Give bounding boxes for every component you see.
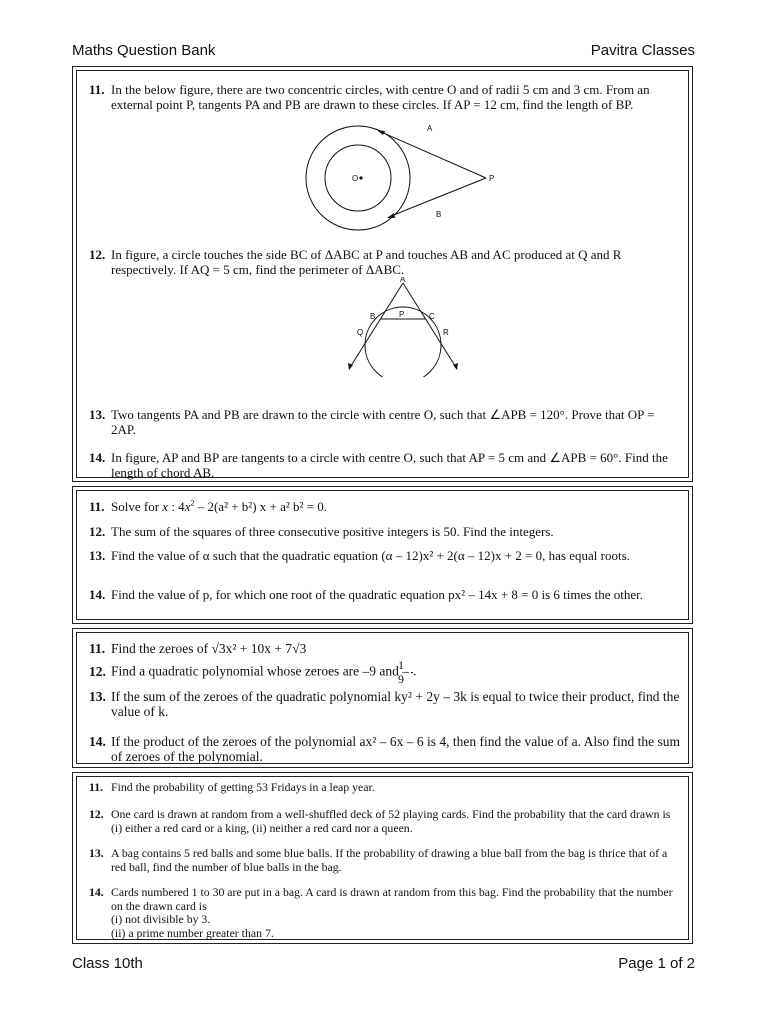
label-b: B	[436, 210, 442, 219]
question-12-polynomial: 12. Find a quadratic polynomial whose zeroes are –9 and – $\frac{1}{9}$ .	[89, 658, 417, 686]
fraction-one-ninth: $\frac{1}{9}$	[411, 659, 413, 686]
question-11-fridays: 11. Find the probability of getting 53 Fridays in a leap year.	[89, 780, 375, 794]
tangent-pa	[379, 131, 486, 178]
question-13-alpha: 13. Find the value of α such that the quadratic equation (α – 12)x² + 2(α – 12)x + 2 = 0, has equal roots.	[89, 548, 630, 563]
arrow-a	[377, 130, 385, 135]
figure-excircle	[343, 277, 473, 377]
label-b: B	[370, 312, 376, 321]
header-institute: Pavitra Classes	[590, 42, 695, 59]
centre-dot	[359, 176, 362, 179]
question-11-zeroes: 11. Find the zeroes of √3x² + 10x + 7√3	[89, 641, 307, 656]
question-14-chord: 14. In figure, AP and BP are tangents to a circle with centre O, such that AP = 5 cm and ∠APB = 60°. Find the length of chord AB.	[89, 450, 668, 480]
label-o: O	[352, 174, 359, 183]
footer-class: Class 10th	[72, 955, 143, 972]
question-14-numbered-cards: 14. Cards numbered 1 to 30 are put in a bag. A card is drawn at random from this bag. Find the probability that the number on the drawn card is (i) not divisible by 3. (ii) a prime number greater than 7.	[89, 885, 673, 940]
figure-concentric-circles	[301, 123, 531, 233]
label-a: A	[427, 124, 433, 133]
tangent-pb	[411, 178, 486, 208]
question-13-balls: 13. A bag contains 5 red balls and some blue balls. If the probability of drawing a blue ball from the bag is thrice that of a red ball, find the number of blue balls in the bag.	[89, 846, 668, 874]
question-12-cards: 12. One card is drawn at random from a well-shuffled deck of 52 playing cards. Find the probability that the card drawn is (i) either a red card or a king, (ii) neither a red card nor a queen.	[89, 807, 671, 835]
question-11-solve: 11. Solve for x : $4x^2 - 2(a^2 + b^2) x + a^2$ b² = 0.	[89, 498, 328, 514]
question-14-product: 14. If the product of the zeroes of the polynomial ax² – 6x – 6 is 4, then find the value of a. Also find the sum of zeroes of the polynomial.	[89, 734, 681, 764]
question-11-circles: 11. In the below figure, there are two concentric circles, with centre O and of radii 5 cm and 3 cm. From an external point P, tangents PA and PB are drawn to these circles. If AP = 12 cm, find the length of BP.	[89, 82, 650, 112]
side-ac	[403, 283, 457, 369]
question-14-p-value: 14. Find the value of p, for which one root of the quadratic equation px² – 14x + 8 = 0 is 6 times the other.	[89, 587, 643, 602]
question-box-quadratic	[72, 486, 693, 624]
arrow-b	[387, 213, 395, 218]
question-box-circles	[72, 66, 693, 482]
side-ab	[349, 283, 403, 369]
question-box-probability	[72, 772, 693, 944]
label-c: C	[429, 312, 435, 321]
footer-page-number: Page 1 of 2	[618, 955, 695, 972]
question-13-sum-product: 13. If the sum of the zeroes of the quadratic polynomial ky² + 2y – 3k is equal to twice their product, find the value of k.	[89, 689, 680, 719]
header-title: Maths Question Bank	[72, 42, 216, 59]
label-p: P	[489, 174, 495, 183]
label-r: R	[443, 328, 449, 337]
label-a: A	[400, 277, 406, 284]
question-12-integers: 12. The sum of the squares of three consecutive positive integers is 50. Find the integers.	[89, 524, 554, 539]
question-13-tangents: 13. Two tangents PA and PB are drawn to the circle with centre O, such that ∠APB = 120°. Prove that OP = 2AP.	[89, 407, 655, 437]
question-box-polynomials	[72, 628, 693, 768]
question-12-triangle: 12. In figure, a circle touches the side BC of ΔABC at P and touches AB and AC produced at Q and R respectively. If AQ = 5 cm, find the perimeter of ΔABC.	[89, 247, 622, 277]
label-p: P	[399, 310, 405, 319]
label-q: Q	[357, 328, 364, 337]
